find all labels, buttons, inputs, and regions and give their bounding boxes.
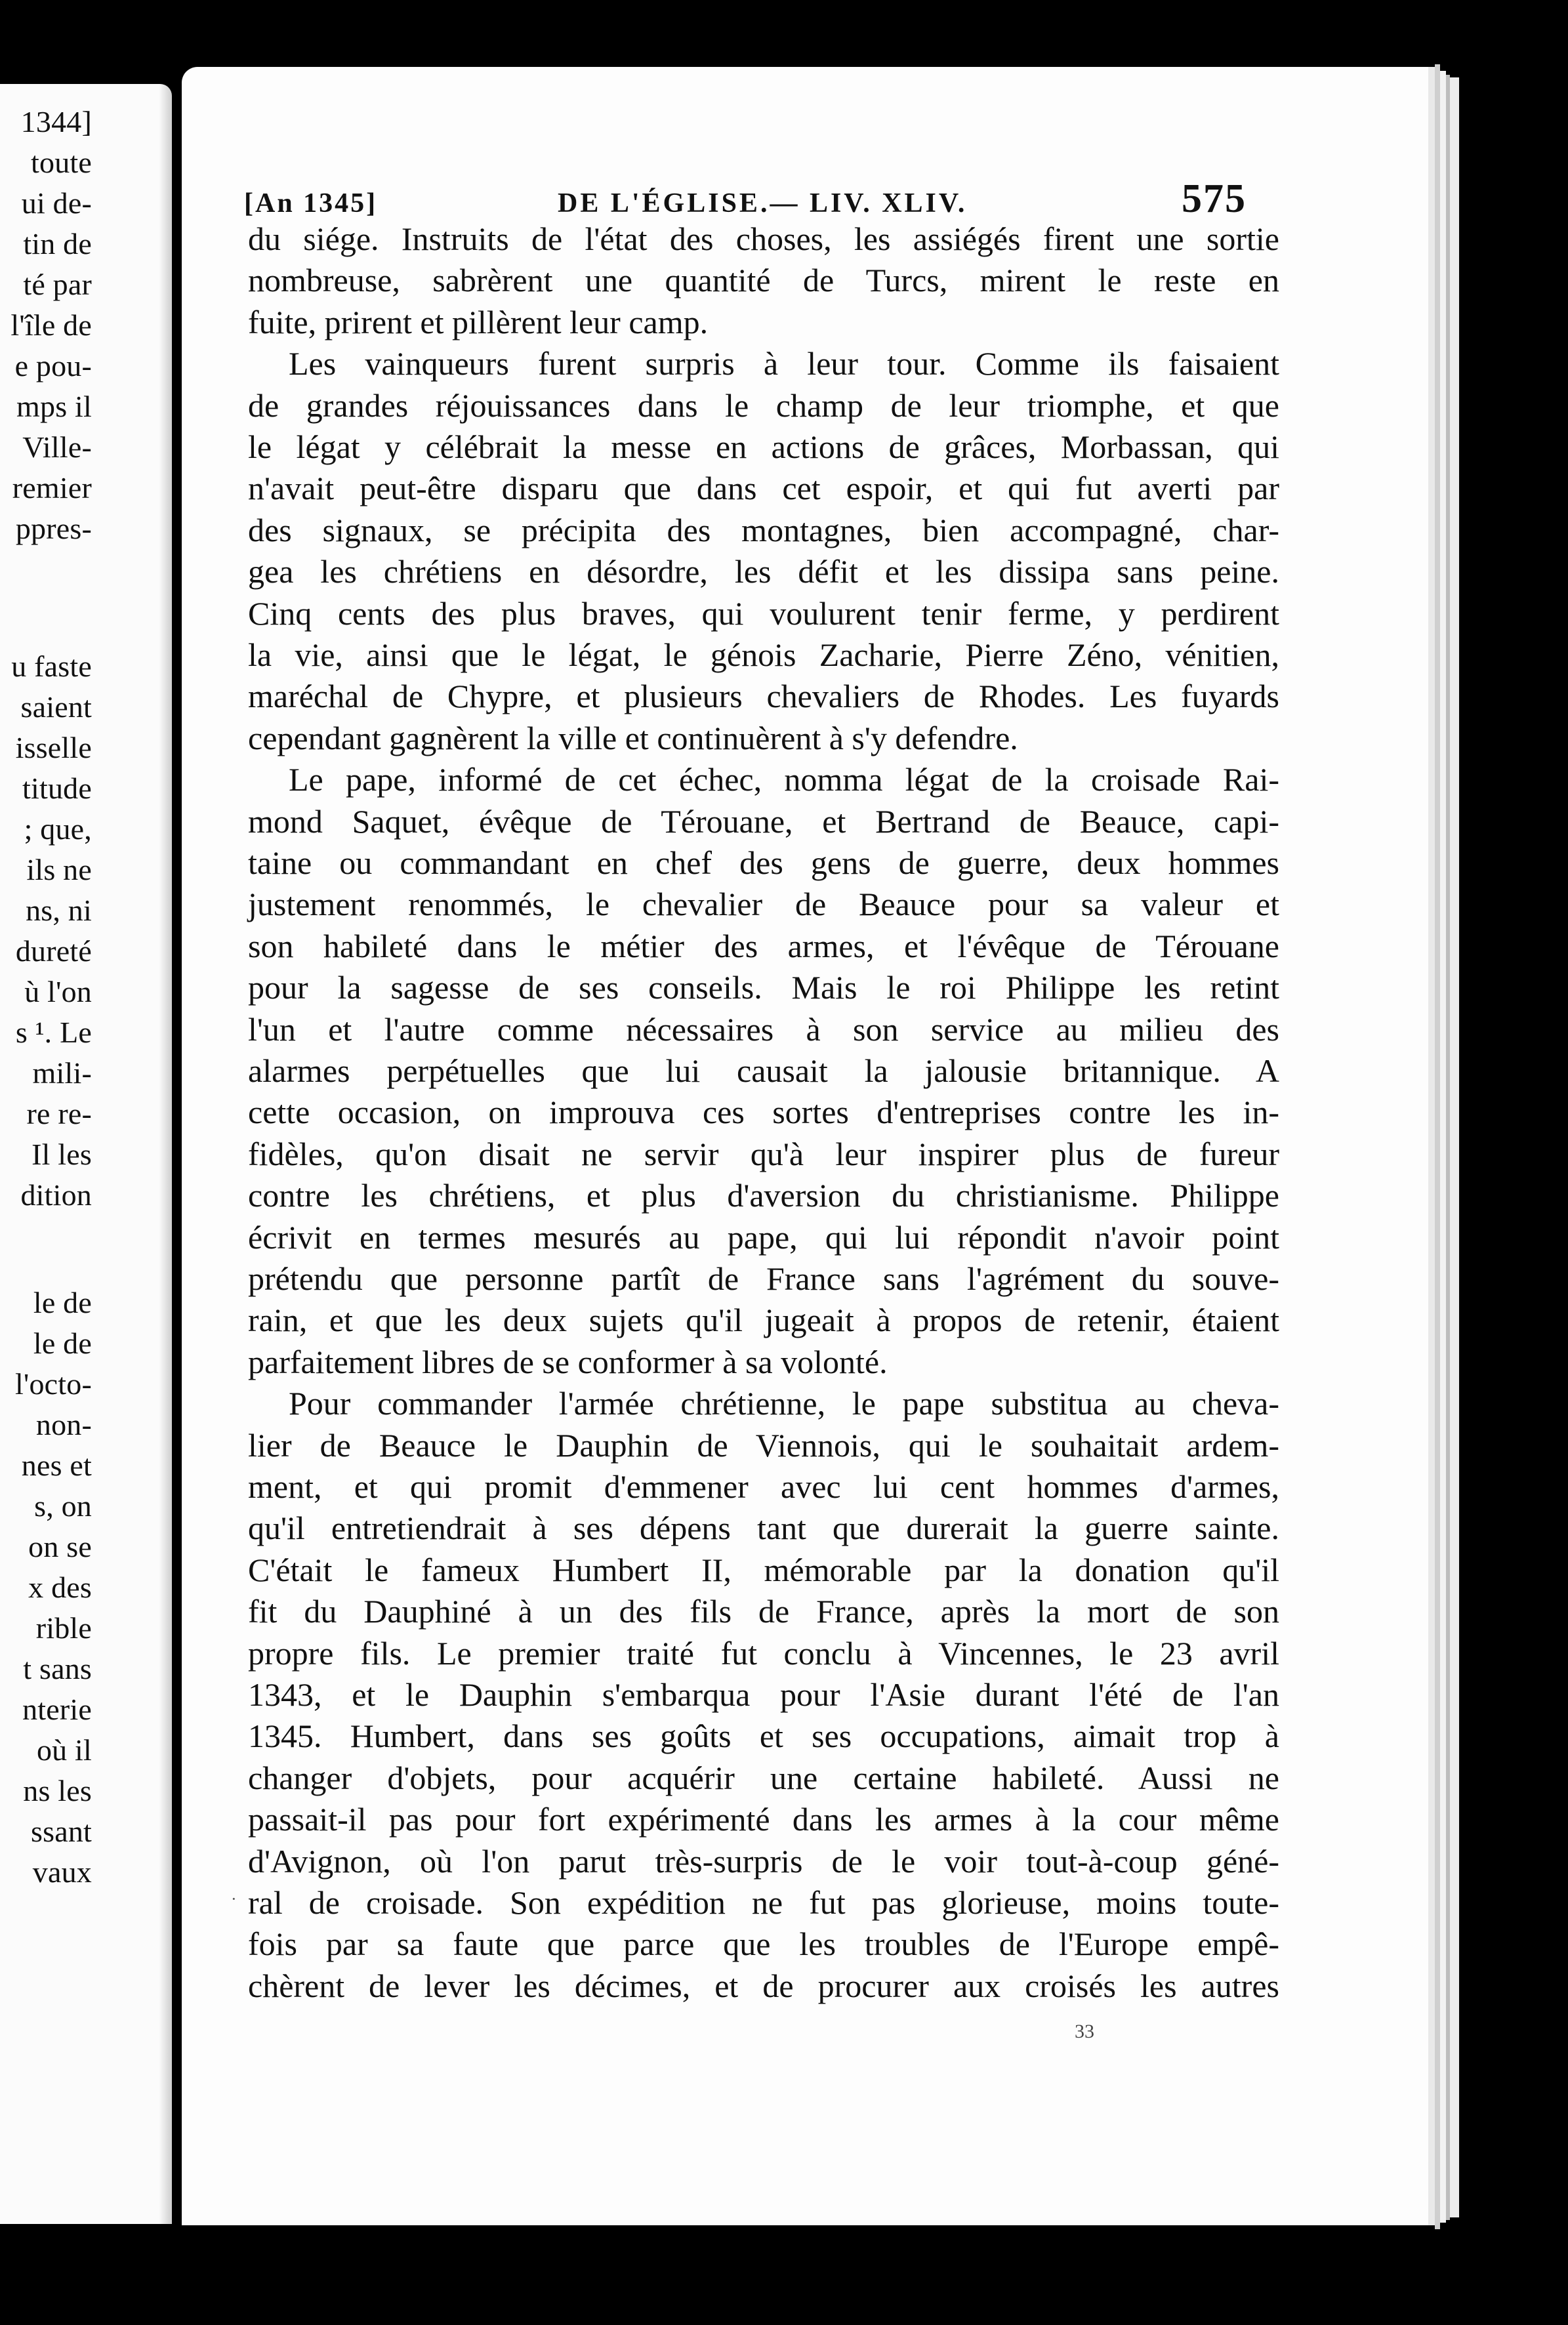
facing-page-line: rible xyxy=(35,1611,92,1645)
body-text-line: d'Avignon, où l'on parut très-surpris de le voir tout-à-coup géné- xyxy=(248,1843,1279,1880)
body-text-line: fuite, prirent et pillèrent leur camp. xyxy=(248,304,709,340)
facing-page-line: ppres- xyxy=(15,512,92,545)
gutter-shadow xyxy=(159,84,172,2224)
facing-page-line: on se xyxy=(28,1530,92,1563)
facing-page-line: ns, ni xyxy=(26,894,92,927)
body-text-line: lier de Beauce le Dauphin de Viennois, qui le souhaitait ardem- xyxy=(248,1427,1279,1464)
facing-page-line: l'octo- xyxy=(15,1367,92,1401)
body-text-line: Le pape, informé de cet échec, nomma légat de la croisade Rai- xyxy=(289,761,1279,798)
facing-page-line: re re- xyxy=(26,1097,92,1130)
body-text-line: Les vainqueurs furent surpris à leur tour. Comme ils faisaient xyxy=(289,345,1279,382)
facing-page-line: t sans xyxy=(23,1652,92,1685)
facing-page-line: vaux xyxy=(32,1855,92,1889)
facing-page-line: s, on xyxy=(34,1489,92,1523)
signature-mark: 33 xyxy=(1075,2021,1094,2042)
body-text-line: gea les chrétiens en désordre, les défit et les dissipa sans peine. xyxy=(248,553,1279,590)
facing-page-line: ù l'on xyxy=(24,975,92,1008)
facing-page-line: tin de xyxy=(23,227,92,260)
body-text-line: justement renommés, le chevalier de Beauce pour sa valeur et xyxy=(248,886,1279,922)
body-text-line: 1343, et le Dauphin s'embarqua pour l'Asie durant l'été de l'an xyxy=(248,1676,1279,1713)
page-edge xyxy=(1440,71,1446,2223)
facing-page-line: ssant xyxy=(31,1815,92,1848)
body-text-line: passait-il pas pour fort expérimenté dans les armes à la cour même xyxy=(248,1801,1279,1838)
page-number: 575 xyxy=(1182,176,1247,221)
facing-page-line: dureté xyxy=(15,934,92,968)
body-text-line: écrivit en termes mesurés au pape, qui lui répondit n'avoir point xyxy=(248,1219,1279,1256)
body-text-line: cependant gagnèrent la ville et continuèrent à s'y defendre. xyxy=(248,720,1018,756)
body-text-line: pour la sagesse de ses conseils. Mais le roi Philippe les retint xyxy=(248,969,1279,1006)
body-text-line: contre les chrétiens, et plus d'aversion du christianisme. Philippe xyxy=(248,1177,1279,1214)
facing-page-line: isselle xyxy=(15,731,92,764)
body-text-line: taine ou commandant en chef des gens de guerre, deux hommes xyxy=(248,844,1279,881)
facing-page-line: saient xyxy=(20,690,92,724)
facing-page-line: titude xyxy=(22,772,92,805)
page-edge xyxy=(1428,67,1435,2225)
body-text-line: rain, et que les deux sujets qu'il jugeait à propos de retenir, étaient xyxy=(248,1302,1279,1338)
body-text-line: Cinq cents des plus braves, qui voulurent tenir ferme, y perdirent xyxy=(248,595,1279,632)
facing-page-line: ui de- xyxy=(21,186,92,220)
facing-page-line: non- xyxy=(35,1408,92,1441)
running-head-year: [An 1345] xyxy=(244,188,378,218)
facing-page-line: Il les xyxy=(31,1138,92,1171)
facing-page-line: dition xyxy=(20,1178,92,1212)
body-text-line: fois par sa faute que parce que les troubles de l'Europe empê- xyxy=(248,1925,1279,1962)
running-head xyxy=(244,176,1247,222)
facing-page-line: x des xyxy=(28,1571,92,1604)
facing-page-line: nes et xyxy=(21,1449,92,1482)
body-text-line: des signaux, se précipita des montagnes, bien accompagné, char- xyxy=(248,512,1279,548)
body-text-line: mond Saquet, évêque de Térouane, et Bertrand de Beauce, capi- xyxy=(248,803,1279,840)
body-text-line: l'un et l'autre comme nécessaires à son service au milieu des xyxy=(248,1011,1279,1048)
body-text-line: son habileté dans le métier des armes, et l'évêque de Térouane xyxy=(248,928,1279,964)
page-edge xyxy=(1450,77,1459,2217)
body-text-line: nombreuse, sabrèrent une quantité de Turcs, mirent le reste en xyxy=(248,262,1279,298)
body-text-line: du siége. Instruits de l'état des choses, les assiégés firent une sortie xyxy=(248,220,1279,257)
facing-page-line: l'île de xyxy=(10,308,92,342)
facing-page-line: 1344] xyxy=(20,105,92,138)
body-text-line: ment, et qui promit d'emmener avec lui cent hommes d'armes, xyxy=(248,1468,1279,1505)
facing-page-line: u faste xyxy=(11,649,92,683)
facing-page-line: nterie xyxy=(22,1693,92,1726)
facing-page-line: ; que, xyxy=(24,812,92,846)
facing-page-line: Ville- xyxy=(22,430,92,464)
body-text-line: propre fils. Le premier traité fut conclu à Vincennes, le 23 avril xyxy=(248,1635,1279,1672)
body-text-line: la vie, ainsi que le légat, le génois Zacharie, Pierre Zéno, vénitien, xyxy=(248,636,1279,673)
facing-page-line: mps il xyxy=(16,390,92,423)
body-text-line: ral de croisade. Son expédition ne fut pas glorieuse, moins toute- xyxy=(248,1884,1279,1921)
facing-page-line: té par xyxy=(23,268,92,301)
facing-page-line: le de xyxy=(33,1286,92,1319)
running-head-title: DE L'ÉGLISE.— LIV. XLIV. xyxy=(558,188,968,218)
facing-page-line: e pou- xyxy=(14,349,92,382)
facing-page-line: mili- xyxy=(32,1056,92,1090)
body-text-line: le légat y célébrait la messe en actions de grâces, Morbassan, qui xyxy=(248,428,1279,465)
facing-page-line: toute xyxy=(31,146,92,179)
body-text-line: Pour commander l'armée chrétienne, le pape substitua au cheva- xyxy=(289,1385,1279,1422)
body-text-line: C'était le fameux Humbert II, mémorable par la donation qu'il xyxy=(248,1552,1279,1588)
body-text-line: de grandes réjouissances dans le champ de leur triomphe, et que xyxy=(248,387,1279,424)
body-text-line: alarmes perpétuelles que lui causait la jalousie britannique. A xyxy=(248,1052,1279,1089)
facing-page-line: remier xyxy=(12,471,92,504)
body-text-line: cette occasion, on improuva ces sortes d'entreprises contre les in- xyxy=(248,1094,1279,1130)
body-text-line: fidèles, qu'on disait ne servir qu'à leur inspirer plus de fureur xyxy=(248,1136,1279,1172)
body-text-line: maréchal de Chypre, et plusieurs chevaliers de Rhodes. Les fuyards xyxy=(248,678,1279,714)
margin-mark: · xyxy=(231,1889,237,1908)
body-text-line: n'avait peut-être disparu que dans cet espoir, et qui fut averti par xyxy=(248,470,1279,506)
page-edge xyxy=(1435,64,1440,2229)
facing-page-line: s ¹. Le xyxy=(15,1016,92,1049)
body-text-line: prétendu que personne partît de France sans l'agrément du souve- xyxy=(248,1260,1279,1297)
facing-page-line: ns les xyxy=(23,1774,92,1807)
facing-page-line: où il xyxy=(36,1733,92,1767)
facing-page-line: le de xyxy=(33,1327,92,1360)
facing-page-line: ils ne xyxy=(26,853,92,886)
body-text-line: parfaitement libres de se conformer à sa volonté. xyxy=(248,1344,888,1380)
body-text-line: 1345. Humbert, dans ses goûts et ses occupations, aimait trop à xyxy=(248,1718,1279,1754)
body-text-line: fit du Dauphiné à un des fils de France, après la mort de son xyxy=(248,1593,1279,1630)
body-text-line: changer d'objets, pour acquérir une certaine habileté. Aussi ne xyxy=(248,1759,1279,1796)
body-text-line: qu'il entretiendrait à ses dépens tant que durerait la guerre sainte. xyxy=(248,1510,1279,1546)
body-text-line: chèrent de lever les décimes, et de procurer aux croisés les autres xyxy=(248,1967,1279,2004)
facing-page xyxy=(0,84,172,2224)
